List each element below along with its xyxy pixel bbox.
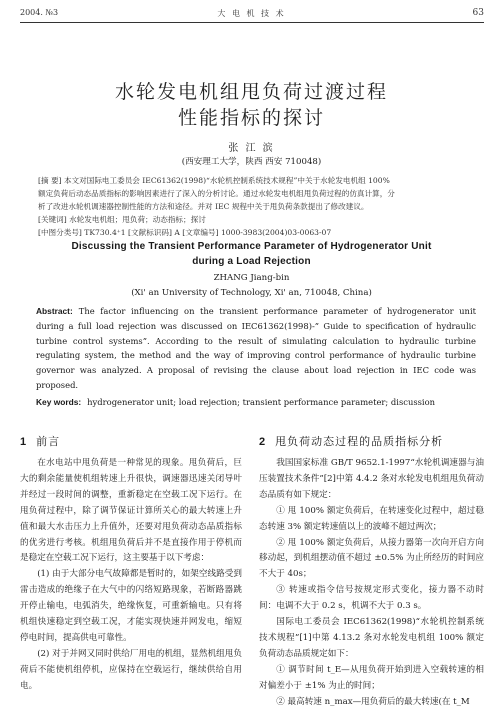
section-1-title: 前言 [36, 435, 61, 448]
section-1-paragraph: 在水电站中甩负荷是一种常见的现象。甩负荷后，巨大的剩余能量使机组转速上升很快，调速器迅速关闭导叶并经过一段时间的调整，重新稳定在空载工况下运行。在甩负荷过程中，除了调节保证计算所关心的最大转速上升值和最大水击压力上升值外，还要对甩负荷动态品质指标的优劣进行考核。机组甩负荷后并不是直接作用于停机而是稳定在空载工况下运行，这主要基于以下考虑： [20, 458, 242, 564]
section-1-body [20, 456, 242, 695]
abstract-en-text: The factor influencing on the transient performance parameter of hydrogenerator unit during a full load rejection was discussed on IEC61362(1998)-” Guide to specification of hydraulic turbine control systems”. According to the result of simulating calculation to hydraulic turbine regulating system, the method and the way of improving control performance of hydraulic turbine governor was analyzed. A proposal of revising the clause about load rejection in IEC code was proposed. [36, 306, 476, 390]
author-en: ZHANG Jiang-bin [213, 273, 290, 283]
affiliation-en: (Xi' an University of Technology, Xi' an, 710048, China) [131, 288, 372, 298]
title-cn-line-2: 性能指标的探讨 [177, 107, 325, 129]
section-2-title: 甩负荷动态过程的品质指标分析 [275, 435, 444, 448]
keywords-en-text: hydrogenerator unit; load rejection; transient performance parameter; discussion [87, 397, 436, 407]
abstract-cn-line: 额定负荷后动态品质指标的影响因素进行了深入的分析讨论。通过水轮发电机组甩负荷过程的仿真计算，分 [38, 189, 395, 198]
abstract-cn [38, 174, 474, 239]
section-1-paragraph: (1) 由于大部分电气故障都是暂时的，如架空线路受到雷击造成的绝缘子在大气中的闪络短路现象，若断路器跳开停止输电，电弧消失，绝缘恢复，可重新输电。只有将机组快速稳定到空载工况，才能实现快速并网发电，缩短停电时间，提高供电可靠性。 [20, 569, 242, 643]
header-rule [20, 22, 484, 23]
page-number: 63 [472, 8, 484, 18]
section-2-number: 2 [259, 436, 266, 448]
section-2-item: ② 甩 100% 额定负荷后，从接力器第一次向开启方向移动起，到机组摆动值不超过 ±0.5% 为止所经历的时间应不大于 40s； [259, 537, 484, 580]
section-2-heading [259, 433, 443, 449]
keywords-en-label: Key words: [36, 397, 82, 407]
keywords-cn: [关键词] 水轮发电机组；甩负荷；动态指标；探讨 [38, 215, 206, 224]
abstract-cn-line: 析了改进水轮机调速器控制性能的方法和途径。并对 IEC 规程中关于甩负荷条款提出了修改建议。 [38, 202, 369, 211]
section-2-paragraph: 我国国家标准 GB/T 9652.1-1997“水轮机调速器与油压装置技术条件”[2]中第 4.4.2 条对水轮发电机组甩负荷动态品质有如下规定： [259, 458, 484, 500]
journal-name: 大 电 机 技 术 [217, 9, 286, 18]
section-1-paragraph: (2) 对于并网又同时供给厂用电的机组，显然机组甩负荷后不能使机组停机，应保持在空载运行，继续供给自用电。 [20, 648, 242, 691]
section-2-item: ③ 转速或指令信号按规定形式变化，接力器不动时间：电调不大于 0.2 s，机调不大于 0.3 s。 [259, 585, 484, 612]
section-2-paragraph: 国际电工委员会 IEC61362(1998)“水轮机控制系统技术规程”[1]中第 4.13.2 条对水轮发电机组 100% 额定负荷动态品质规定如下： [259, 617, 484, 659]
section-2-body [259, 456, 484, 707]
section-2-item: ① 甩 100% 额定负荷后，在转速变化过程中，超过稳态转速 3% 额定转速值以上的波峰不超过两次； [259, 505, 484, 532]
section-2-item: ① 调节时间 t_E—从甩负荷开始到进入空载转速的相对偏差小于 ±1% 为止的时间； [259, 664, 484, 691]
title-cn-line-1: 水轮发电机组甩负荷过渡过程 [114, 81, 388, 103]
abstract-cn-line: [摘 要] 本文对国际电工委员会 IEC61362(1998)“水轮机控制系统技术规程”中关于水轮发电机组 100% [38, 176, 390, 185]
title-en-line-2: during a Load Rejection [192, 256, 311, 267]
section-1-number: 1 [20, 436, 27, 448]
keywords-en [36, 395, 476, 410]
title-en-line-1: Discussing the Transient Performance Parameter of Hydrogenerator Unit [71, 241, 432, 252]
abstract-en [36, 304, 476, 393]
abstract-en-label: Abstract: [36, 306, 73, 316]
author-cn: 张 江 滨 [228, 143, 275, 154]
section-2-item: ② 最高转速 n_max—甩负荷后的最大转速(在 t_M [276, 696, 470, 707]
section-1-heading [20, 433, 60, 449]
classification-cn: [中图分类号] TK730.4⁺1 [文献标识码] A [文章编号] 1000-3983(2004)03-0063-07 [38, 228, 332, 237]
affiliation-cn: (西安理工大学，陕西 西安 710048) [181, 157, 322, 167]
issue-label: 2004. №3 [20, 8, 59, 17]
